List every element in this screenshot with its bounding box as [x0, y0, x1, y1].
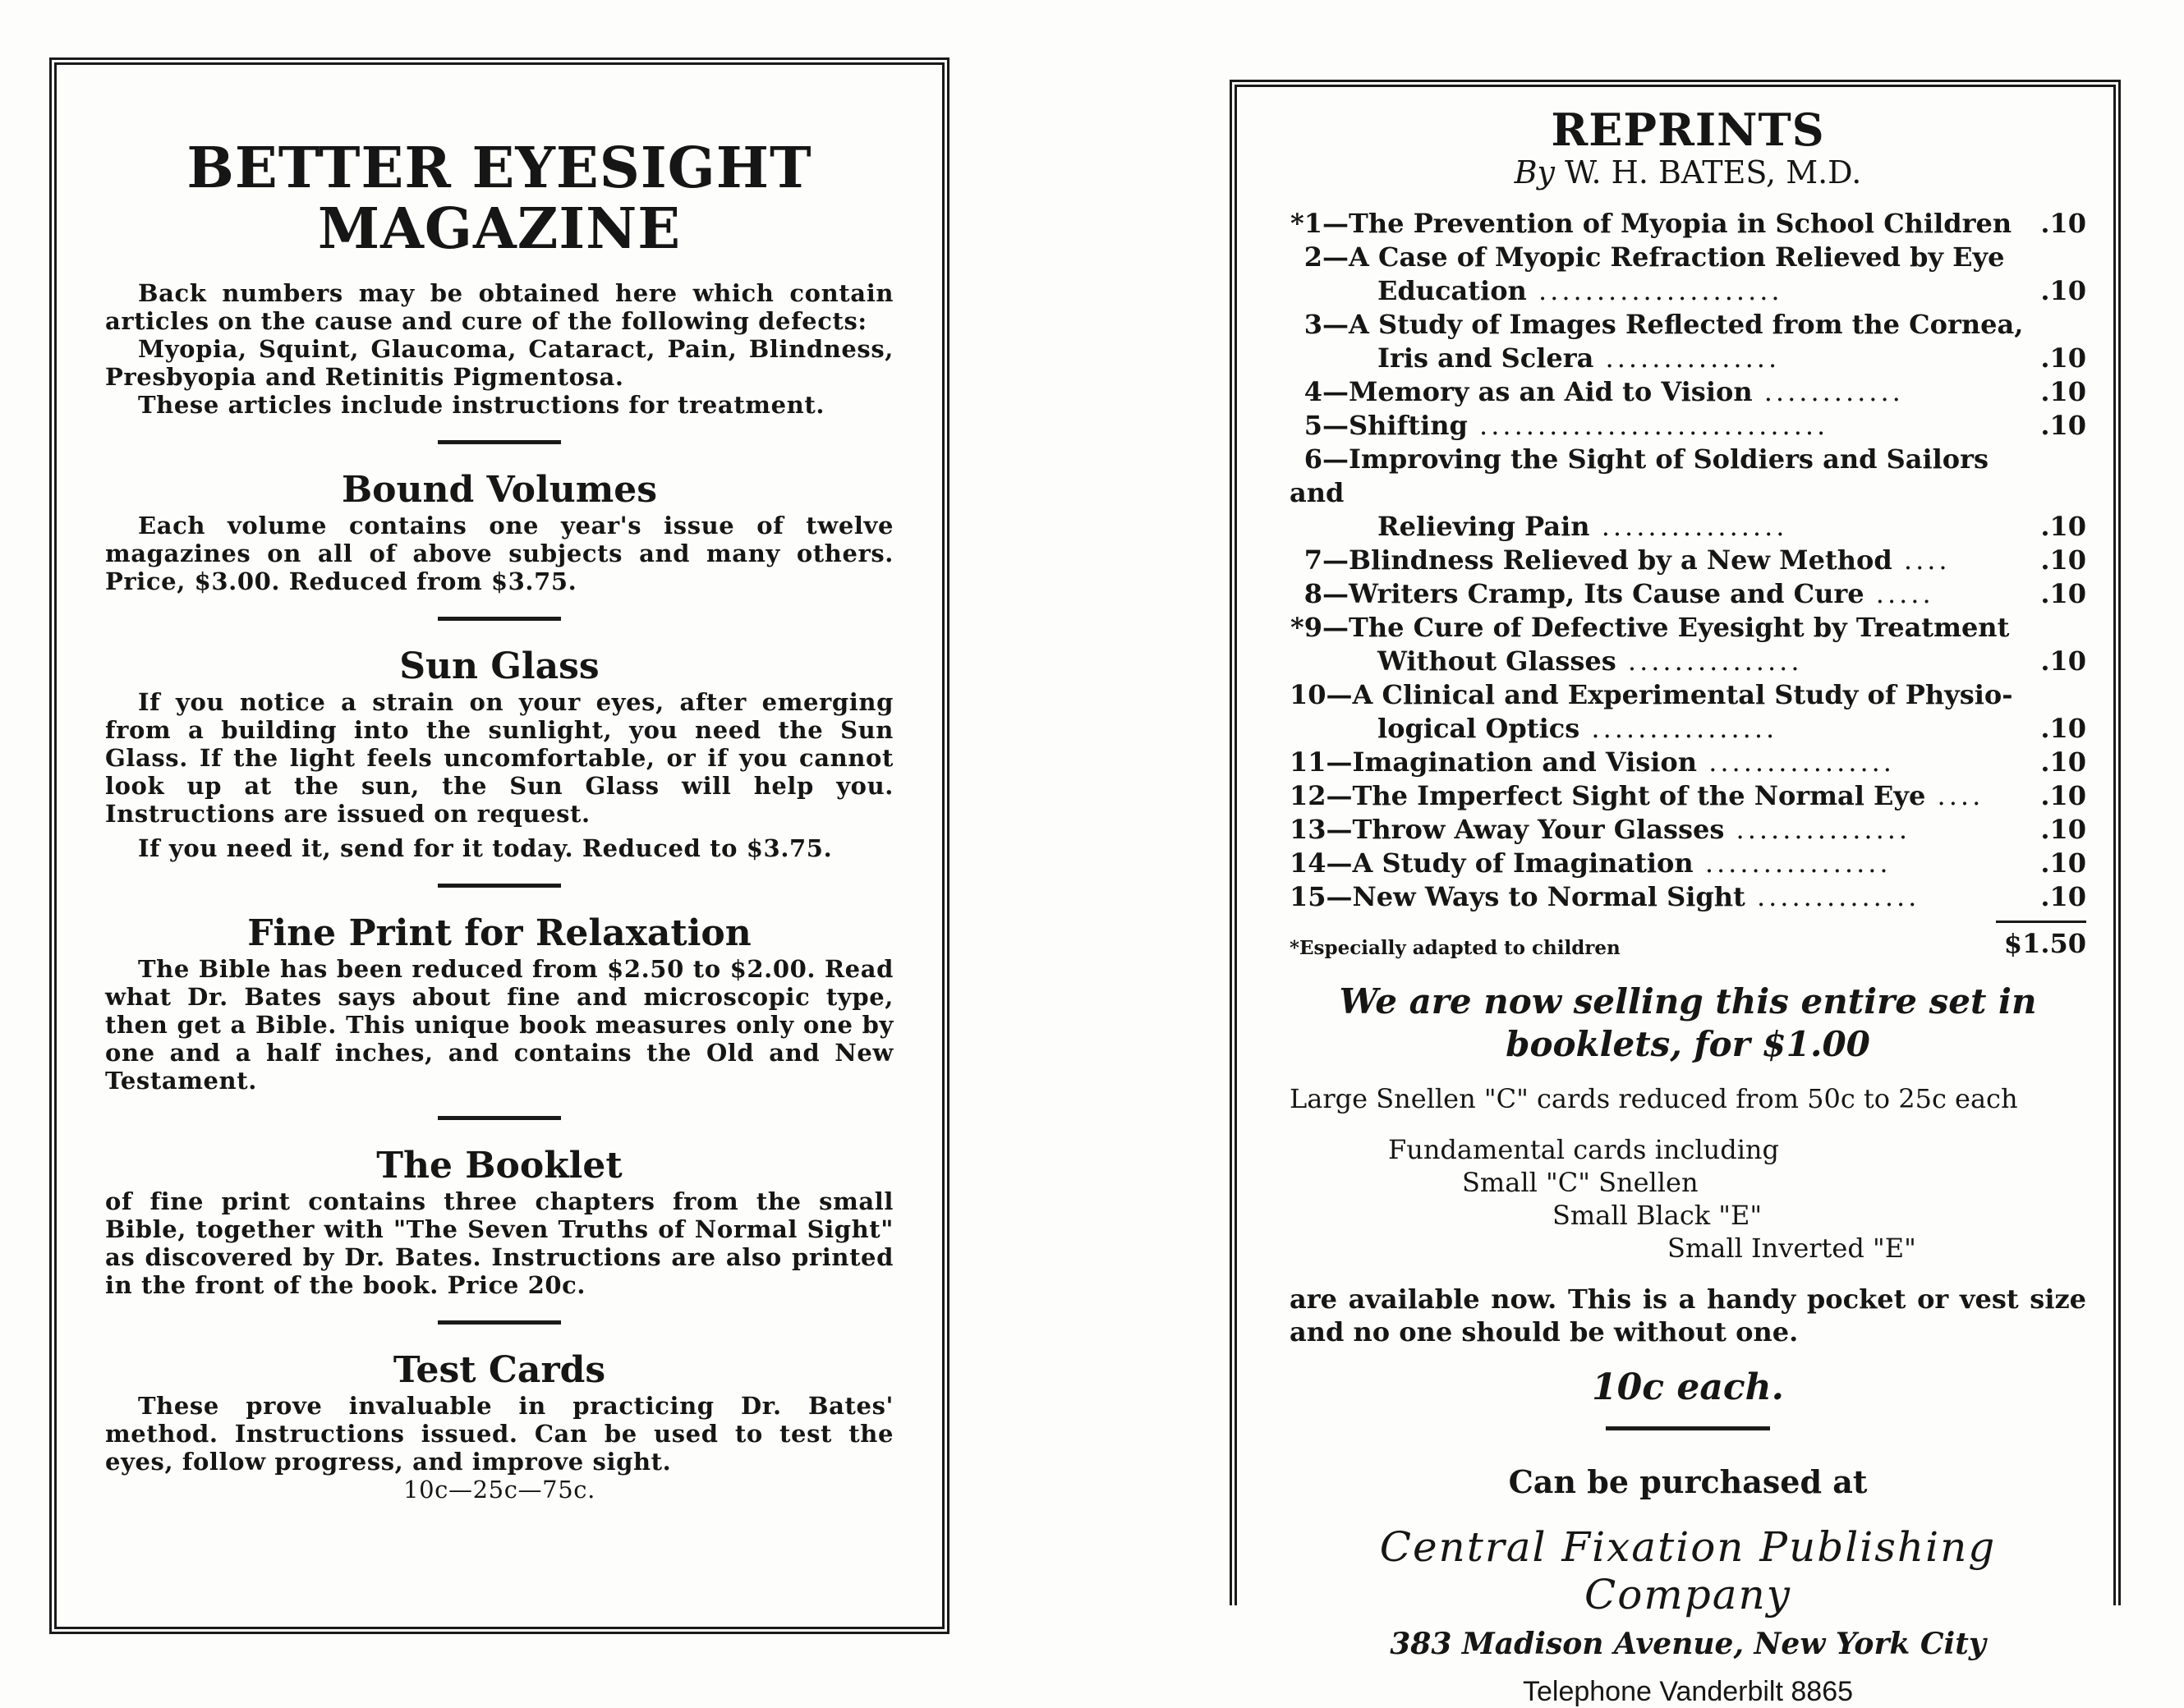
reprint-price: .10	[2040, 780, 2086, 811]
reprint-title-line1: Blindness Relieved by a New Method	[1349, 544, 1892, 576]
reprint-item	[1290, 611, 2086, 678]
reprint-price: .10	[2040, 713, 2086, 744]
reprint-title-line1: Shifting	[1349, 410, 1468, 441]
reprint-title-line1: Memory as an Aid to Vision	[1349, 376, 1753, 407]
publisher-address: 383 Madison Avenue, New York City	[1390, 1627, 1986, 1661]
reprint-title-line1: A Study of Images Reflected from the Cornea,	[1349, 309, 2024, 340]
reprint-title-line2: Relieving Pain	[1377, 511, 1590, 542]
magazine-title-line1: BETTER EYESIGHT	[186, 135, 812, 201]
divider	[1606, 1426, 1770, 1430]
reprint-item	[1290, 779, 2086, 813]
booklet-heading: The Booklet	[376, 1145, 623, 1187]
test-cards-prices: 10c—25c—75c.	[403, 1476, 595, 1504]
leader-dots: ................	[1693, 847, 1892, 879]
reprint-number: 11—	[1290, 746, 1353, 778]
divider	[438, 440, 561, 444]
sun-glass-text: If you notice a strain on your eyes, after emerging from a building into the sunlight, you need the Sun Glass. If the light feels uncomfortable, or if you cannot look up at the sun, the Sun Glass will help you. Instructions are issued on request.	[105, 688, 894, 828]
reprint-title	[1290, 611, 2029, 678]
reprint-title	[1290, 375, 2029, 409]
magazine-title-line2: MAGAZINE	[317, 196, 682, 262]
reprint-number: 7—	[1304, 544, 1349, 576]
divider	[438, 617, 561, 621]
reprint-item	[1290, 443, 2086, 544]
reprint-title-line2: Education	[1377, 275, 1527, 306]
leader-dots: ............	[1752, 376, 1904, 407]
reprint-price: .10	[2040, 544, 2086, 576]
reprint-number: 2—	[1304, 241, 1349, 273]
bound-volumes-heading: Bound Volumes	[341, 469, 658, 511]
purchase-note: Can be purchased at	[1508, 1463, 1868, 1500]
reprint-price: .10	[2040, 376, 2086, 407]
reprint-number: 15—	[1290, 881, 1353, 912]
reprint-number: *9—	[1290, 612, 1349, 643]
reprint-title	[1290, 443, 2029, 544]
reprint-price: .10	[2040, 881, 2086, 912]
left-page	[105, 135, 894, 1504]
reprint-item	[1290, 409, 2086, 443]
availability-text: are available now. This is a handy pocket or vest size and no one should be without one.	[1290, 1283, 2086, 1348]
divider	[438, 1320, 561, 1325]
reprint-item	[1290, 678, 2086, 746]
intro-paragraph: Back numbers may be obtained here which contain articles on the cause and cure of the following defects:	[105, 279, 894, 335]
author-by: By	[1514, 154, 1556, 191]
total-price: $1.50	[1996, 921, 2086, 959]
leader-dots: ....	[1925, 780, 1984, 811]
fund-line3: Small Black "E"	[1552, 1200, 1763, 1231]
reprint-price: .10	[2040, 342, 2086, 374]
reprint-number: 4—	[1304, 376, 1349, 407]
leader-dots: .....	[1864, 578, 1934, 609]
reprint-item	[1290, 577, 2086, 611]
reprint-number: 10—	[1290, 679, 1353, 710]
reprint-list	[1290, 207, 2086, 914]
reprint-number: 5—	[1304, 410, 1349, 441]
reprint-title-line1: A Clinical and Experimental Study of Physio-	[1352, 679, 2013, 710]
reprint-item	[1290, 308, 2086, 375]
reprints-author	[1290, 154, 2086, 191]
reprint-number: 12—	[1290, 780, 1353, 811]
bound-volumes-text: Each volume contains one year's issue of twelve magazines on all of above subjects and many others. Price, $3.00. Reduced from $3.75.	[105, 512, 894, 595]
reprint-price: .10	[2040, 847, 2086, 879]
reprint-title-line1: The Cure of Defective Eyesight by Treatment	[1349, 612, 2010, 643]
promo-line1: We are now selling this entire set in	[1339, 981, 2037, 1022]
reprint-number: 13—	[1290, 814, 1353, 845]
reprint-title-line2: logical Optics	[1377, 713, 1580, 744]
reprint-item	[1290, 746, 2086, 779]
leader-dots: ...............	[1616, 645, 1803, 677]
fundamental-cards	[1290, 1133, 2086, 1265]
reprint-title	[1290, 779, 2029, 813]
reprint-item	[1290, 241, 2086, 308]
leader-dots: ..............	[1745, 881, 1920, 912]
leader-dots: ....	[1892, 544, 1951, 576]
reprint-number: 3—	[1304, 309, 1349, 340]
reprint-title	[1290, 409, 2029, 443]
right-page	[1290, 105, 2086, 1708]
leader-dots: ................	[1697, 746, 1895, 778]
leader-dots: ................	[1589, 511, 1788, 542]
reprint-item	[1290, 847, 2086, 880]
reprint-number: 14—	[1290, 847, 1353, 879]
leader-dots: ..............................	[1467, 410, 1829, 441]
sun-glass-offer: If you need it, send for it today. Reduced to $3.75.	[138, 834, 833, 862]
reprint-title-line1: New Ways to Normal Sight	[1352, 881, 1745, 912]
fund-line4: Small Inverted "E"	[1667, 1233, 1916, 1264]
reprint-title-line1: The Prevention of Myopia in School Children	[1349, 208, 2012, 239]
magazine-title	[105, 135, 894, 262]
reprint-price: .10	[2040, 275, 2086, 306]
reprint-item	[1290, 813, 2086, 847]
defects-list: Myopia, Squint, Glaucoma, Cataract, Pain, Blindness, Presbyopia and Retinitis Pigmentosa.	[105, 335, 894, 391]
reprint-item	[1290, 375, 2086, 409]
reprint-price: .10	[2040, 511, 2086, 542]
fine-print-text: The Bible has been reduced from $2.50 to $2.00. Read what Dr. Bates says about fine and microscopic type, then get a Bible. This unique book measures only one by one and a half inches, and contains the Old and New Testament.	[105, 955, 894, 1095]
fine-print-heading: Fine Print for Relaxation	[247, 912, 752, 954]
reprint-title	[1290, 241, 2029, 308]
reprint-title-line1: Improving the Sight of Soldiers and Sailors and	[1290, 443, 1989, 508]
fund-line1: Fundamental cards including	[1388, 1134, 1780, 1165]
reprint-title	[1290, 813, 2029, 847]
reprints-title: REPRINTS	[1551, 103, 1825, 156]
reprint-price: .10	[2040, 746, 2086, 778]
reprint-title-line1: A Study of Imagination	[1352, 847, 1694, 879]
reprint-title-line1: Imagination and Vision	[1352, 746, 1698, 778]
publisher-phone: Telephone Vanderbilt 8865	[1522, 1676, 1854, 1707]
leader-dots: ...............	[1593, 342, 1781, 374]
reprint-title-line1: Writers Cramp, Its Cause and Cure	[1349, 578, 1864, 609]
reprint-title	[1290, 678, 2029, 746]
reprint-number: *1—	[1290, 208, 1349, 239]
reprint-price: .10	[2040, 645, 2086, 677]
leader-dots: ...............	[1724, 814, 1911, 845]
reprint-price: .10	[2040, 814, 2086, 845]
instructions-note: These articles include instructions for treatment.	[138, 391, 825, 419]
leader-dots: .....................	[1526, 275, 1783, 306]
reprint-title	[1290, 746, 2029, 779]
reprint-price: .10	[2040, 208, 2086, 239]
author-name: W. H. BATES, M.D.	[1565, 154, 1862, 191]
booklet-text: of fine print contains three chapters from the small Bible, together with "The Seven Truths of Normal Sight" as discovered by Dr. Bates. Instructions are also printed in the front of the book. Price 20c.	[105, 1187, 894, 1299]
publisher-name: Central Fixation Publishing Company	[1379, 1523, 1997, 1618]
reprint-title-line1: A Case of Myopic Refraction Relieved by Eye	[1349, 241, 2005, 273]
reprint-title	[1290, 207, 2029, 241]
reprint-title	[1290, 308, 2029, 375]
reprint-title	[1290, 577, 2029, 611]
reprint-title-line1: The Imperfect Sight of the Normal Eye	[1352, 780, 1926, 811]
reprint-title	[1290, 544, 2029, 577]
total-row	[1290, 921, 2086, 959]
reprint-title-line2: Iris and Sclera	[1377, 342, 1594, 374]
reprint-number: 8—	[1304, 578, 1349, 609]
divider	[438, 884, 561, 888]
reprint-item	[1290, 544, 2086, 577]
reprint-title	[1290, 847, 2029, 880]
reprint-item	[1290, 880, 2086, 914]
leader-dots: ................	[1579, 713, 1778, 744]
reprint-item	[1290, 207, 2086, 241]
test-cards-text: These prove invaluable in practicing Dr. Bates' method. Instructions issued. Can be used to test the eyes, follow progress, and improve sight.	[105, 1392, 894, 1476]
reprint-title-line2: Without Glasses	[1377, 645, 1616, 677]
test-cards-heading: Test Cards	[393, 1349, 606, 1391]
children-footnote: *Especially adapted to children	[1290, 937, 1621, 959]
sun-glass-heading: Sun Glass	[399, 645, 600, 687]
reprint-price: .10	[2040, 578, 2086, 609]
fund-line2: Small "C" Snellen	[1462, 1167, 1699, 1198]
reprint-title-line1: Throw Away Your Glasses	[1352, 814, 1725, 845]
reprint-price: .10	[2040, 410, 2086, 441]
snellen-offer: Large Snellen "C" cards reduced from 50c to 25c each	[1290, 1083, 2018, 1114]
promo-line2: booklets, for $1.00	[1506, 1024, 1870, 1064]
ten-cents-each: 10c each.	[1592, 1366, 1784, 1408]
reprint-title	[1290, 880, 2029, 914]
set-promo	[1290, 980, 2086, 1066]
reprint-number: 6—	[1304, 443, 1349, 475]
divider	[438, 1116, 561, 1120]
